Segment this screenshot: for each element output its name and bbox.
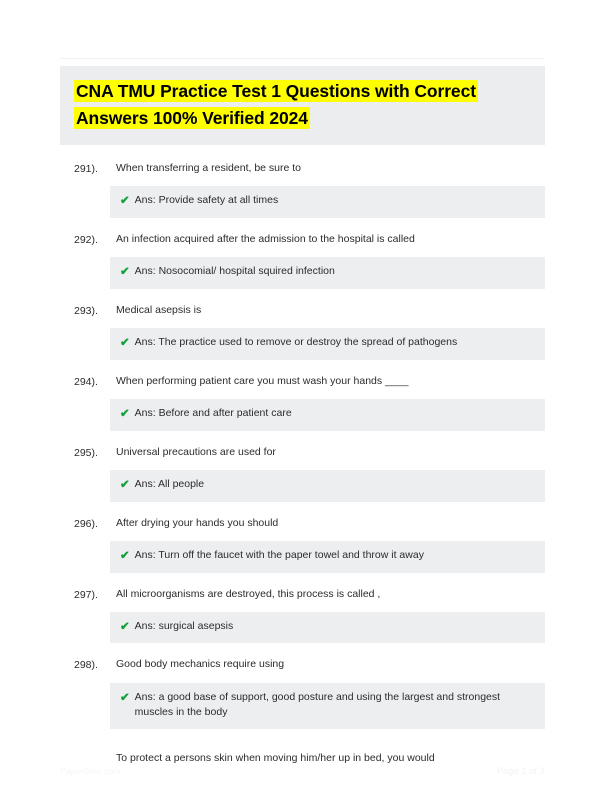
page-title: CNA TMU Practice Test 1 Questions with Correct Answers 100% Verified 2024	[76, 81, 476, 128]
check-mark-icon: ✔	[120, 478, 130, 491]
question-text: When performing patient care you must wash your hands ____	[116, 374, 409, 387]
question-block	[60, 232, 545, 289]
answer-text: Ans: a good base of support, good posture and using the largest and strongest muscles in the body	[134, 690, 501, 719]
question-text: After drying your hands you should	[116, 516, 279, 529]
answer-box	[110, 541, 545, 573]
check-mark-icon: ✔	[120, 408, 130, 421]
check-mark-icon: ✔	[120, 620, 130, 633]
question-number: 298).	[74, 659, 98, 672]
question-row	[60, 161, 545, 177]
question-row	[60, 374, 545, 390]
question-number: 296).	[74, 517, 98, 530]
check-mark-icon: ✔	[120, 195, 130, 208]
question-list	[60, 161, 545, 729]
question-row	[60, 587, 545, 603]
question-number: 293).	[74, 304, 98, 317]
question-number: 297).	[74, 588, 98, 601]
question-block	[60, 587, 545, 644]
answer-box	[110, 683, 545, 730]
page-footer	[60, 766, 545, 776]
question-block	[60, 303, 545, 360]
top-divider	[60, 58, 545, 59]
question-text: Medical asepsis is	[116, 303, 202, 316]
answer-text: Ans: The practice used to remove or destroy the spread of pathogens	[134, 336, 458, 349]
answer-text: Ans: Provide safety at all times	[134, 194, 279, 207]
question-number: 294).	[74, 375, 98, 388]
question-number: 295).	[74, 446, 98, 459]
check-mark-icon: ✔	[120, 266, 130, 279]
page-number: Page 1 of 3	[496, 766, 545, 776]
question-row	[60, 516, 545, 532]
answer-text: Ans: surgical asepsis	[134, 619, 234, 632]
answer-text: Ans: Before and after patient care	[134, 407, 292, 420]
trailing-question-text: To protect a persons skin when moving him/her up in bed, you would	[116, 752, 435, 765]
check-mark-icon: ✔	[120, 691, 130, 704]
question-text: An infection acquired after the admission to the hospital is called	[116, 233, 415, 246]
question-block	[60, 161, 545, 218]
question-block	[60, 516, 545, 573]
answer-box	[110, 470, 545, 502]
title-band	[60, 66, 545, 145]
answer-box	[110, 328, 545, 360]
question-text: When transferring a resident, be sure to	[116, 162, 302, 175]
document-content	[60, 66, 545, 766]
question-number: 291).	[74, 163, 98, 176]
answer-box	[110, 186, 545, 218]
question-text: Universal precautions are used for	[116, 445, 276, 458]
question-text: Good body mechanics require using	[116, 658, 285, 671]
question-row	[60, 657, 545, 673]
answer-text: Ans: Turn off the faucet with the paper towel and throw it away	[134, 548, 424, 561]
answer-box	[110, 612, 545, 644]
question-row	[60, 232, 545, 248]
question-block	[60, 657, 545, 729]
question-text: All microorganisms are destroyed, this process is called ,	[116, 587, 381, 600]
answer-text: Ans: Nosocomial/ hospital squired infection	[134, 265, 335, 278]
check-mark-icon: ✔	[120, 549, 130, 562]
question-block	[60, 374, 545, 431]
question-number: 292).	[74, 234, 98, 247]
check-mark-icon: ✔	[120, 337, 130, 350]
answer-box	[110, 399, 545, 431]
watermark-text: PaperStoc.com	[60, 766, 121, 776]
answer-text: Ans: All people	[134, 477, 205, 490]
answer-box	[110, 257, 545, 289]
question-row	[60, 445, 545, 461]
question-block	[60, 445, 545, 502]
question-row	[60, 303, 545, 319]
